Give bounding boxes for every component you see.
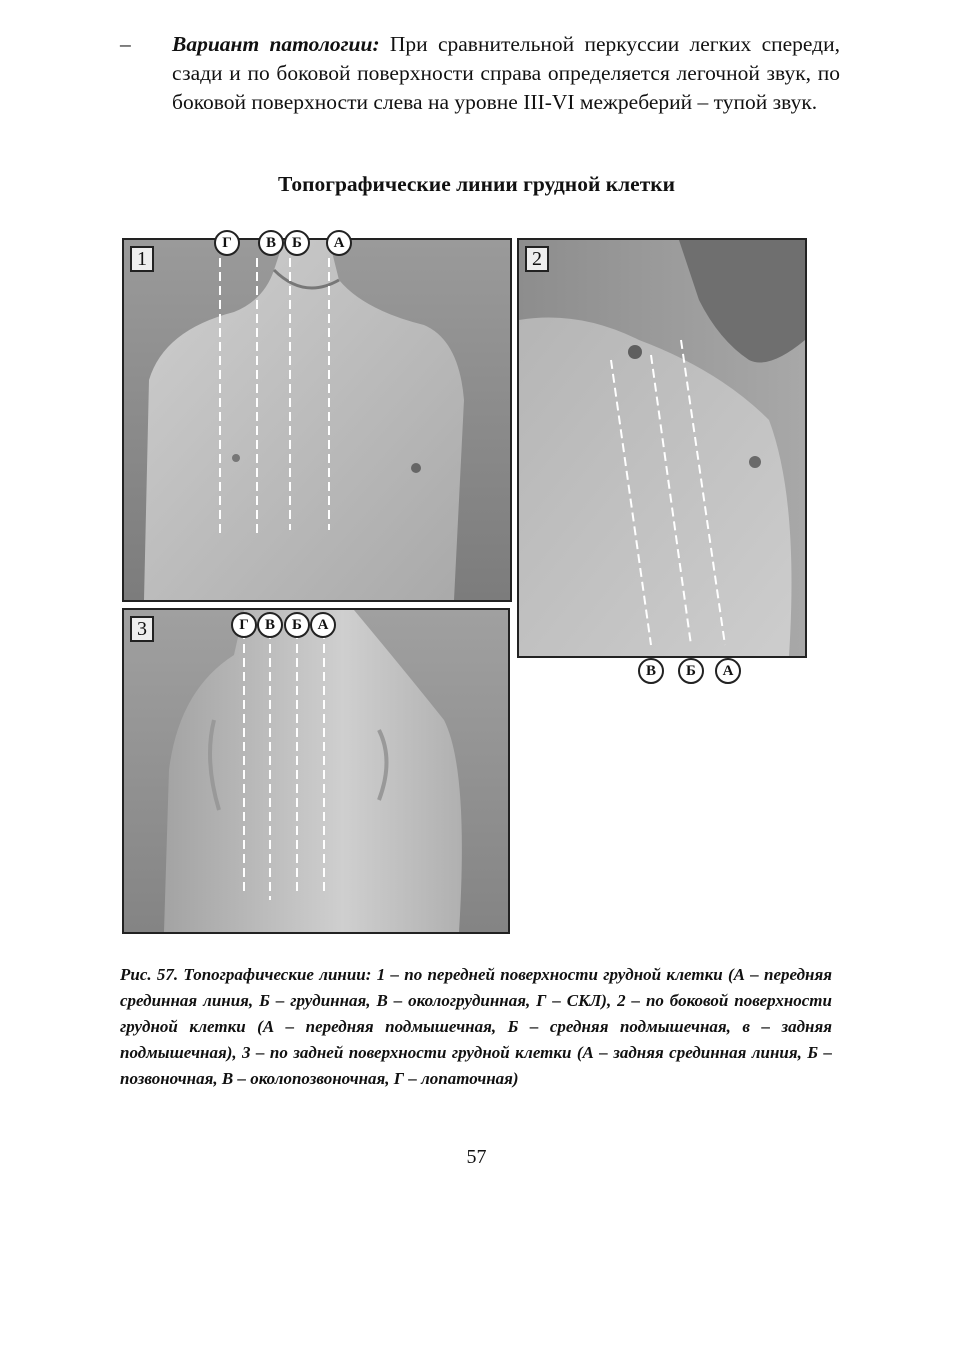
marker-panel2-b: Б xyxy=(678,658,704,684)
pathology-paragraph xyxy=(120,30,840,117)
marker-panel2-a: А xyxy=(715,658,741,684)
section-heading: Топографические линии грудной клетки xyxy=(277,172,676,196)
marker-panel1-g: Г xyxy=(214,230,240,256)
panel-number-3: 3 xyxy=(130,616,154,642)
photo-panel-1 xyxy=(122,238,512,602)
panel-3-illustration xyxy=(124,610,508,932)
marker-panel1-v: В xyxy=(258,230,284,256)
panel-number-1: 1 xyxy=(130,246,154,272)
panel-2-illustration xyxy=(519,240,805,656)
photo-panel-2 xyxy=(517,238,807,658)
marker-panel1-b: Б xyxy=(284,230,310,256)
paragraph-text xyxy=(172,30,840,117)
marker-panel3-v: В xyxy=(257,612,283,638)
bullet-dash: – xyxy=(120,32,131,56)
marker-panel3-a: А xyxy=(310,612,336,638)
panel-1-illustration xyxy=(124,240,510,600)
page-number: 57 xyxy=(466,1146,487,1168)
figure-caption: Рис. 57. Топографические линии: 1 – по передней поверхности грудной клетки (А – передняя срединная линия, Б – грудинная, В – окологрудинная, Г – СКЛ), 2 – по боковой поверхности грудной клетки (А – передняя подмышечная, Б – средняя подмышечная, в – задняя подмышечная), 3 – по задней поверхности грудной клетки (А – задняя срединная линия, Б – позвоночная, В – околопозвоночная, Г – лопаточная) xyxy=(120,965,832,1088)
marker-panel3-b: Б xyxy=(284,612,310,638)
marker-panel1-a: А xyxy=(326,230,352,256)
marker-panel3-g: Г xyxy=(231,612,257,638)
paragraph-body: При сравнительной перкуссии легких спереди, сзади и по боковой поверхности справа определяется легочной звук, по боковой поверхности слева на уровне III-VI межреберий – тупой звук. xyxy=(172,32,840,114)
panel-number-2: 2 xyxy=(525,246,549,272)
marker-panel2-v: В xyxy=(638,658,664,684)
photo-panel-3 xyxy=(122,608,510,934)
paragraph-lead: Вариант патологии: xyxy=(172,32,380,56)
